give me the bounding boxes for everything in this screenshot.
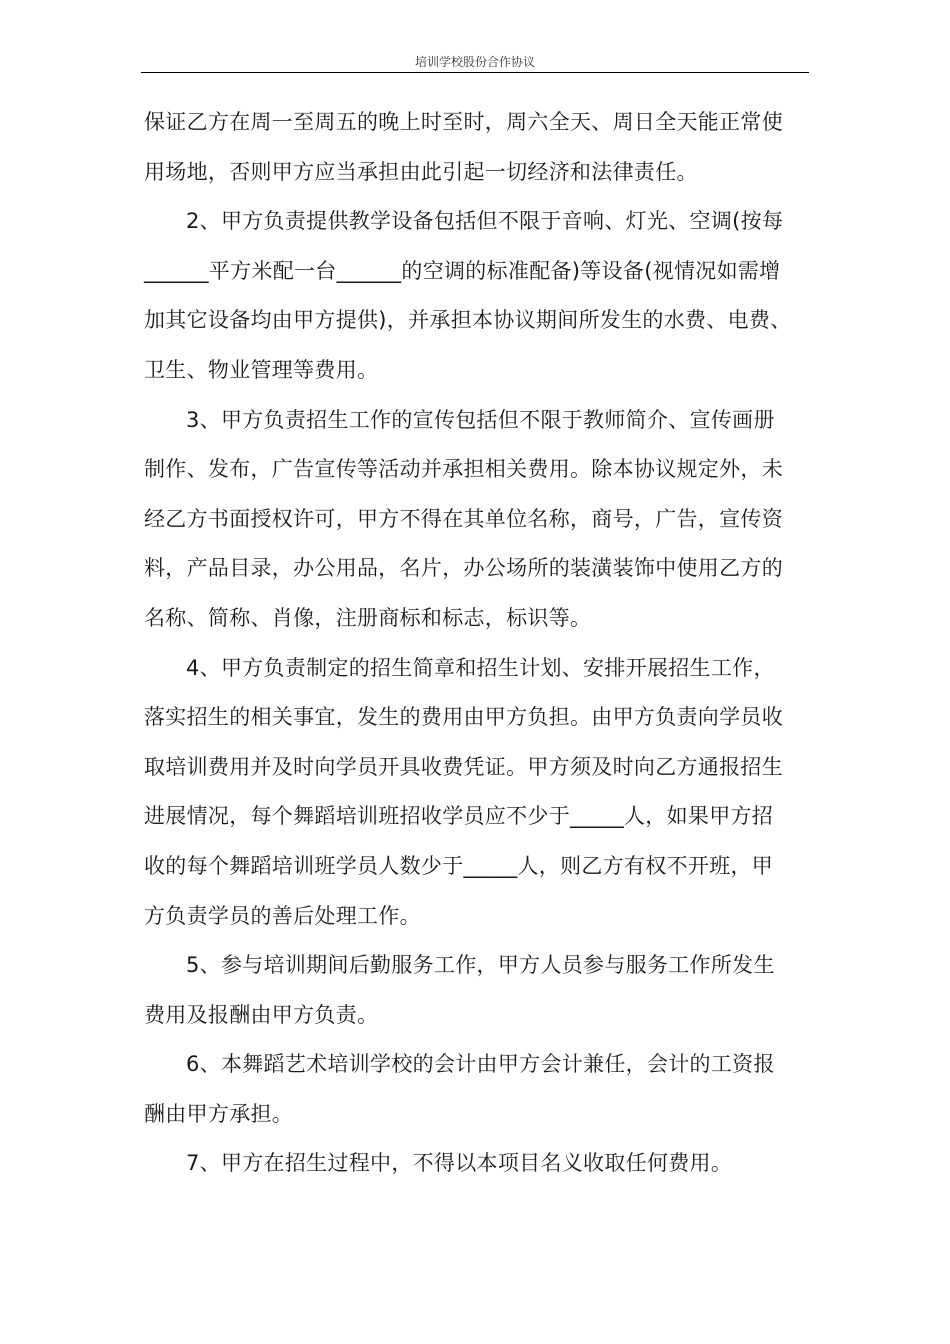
text-line: 用场地，否则甲方应当承担由此引起一切经济和法律责任。 [144, 159, 698, 184]
paragraph-clause-7 [144, 1139, 808, 1189]
text-line: 3、甲方负责招生工作的宣传包括但不限于教师简介、宣传画册 [186, 407, 775, 432]
text-line: 酬由甲方承担。 [144, 1101, 294, 1126]
text-line: 5、参与培训期间后勤服务工作，甲方人员参与服务工作所发生 [186, 953, 775, 978]
text-line: 2、甲方负责提供教学设备包括但不限于音响、灯光、空调(按每 [186, 209, 784, 234]
text-line: 落实招生的相关事宜，发生的费用由甲方负担。由甲方负责向学员收 [144, 705, 783, 730]
text-line: 保证乙方在周一至周五的晚上时至时，周六全天、周日全天能正常使 [144, 110, 783, 134]
paragraph-clause-5 [144, 941, 808, 1040]
paragraph-clause-6 [144, 1040, 808, 1139]
paragraph-clause-4 [144, 644, 808, 942]
running-header: 培训学校股份合作协议 [414, 55, 535, 69]
text-line: 名称、简称、肖像，注册商标和标志，标识等。 [144, 605, 592, 630]
text-line: 经乙方书面授权许可，甲方不得在其单位名称，商号，广告，宣传资 [144, 506, 783, 531]
paragraph-continuation [144, 98, 808, 197]
text-line: ______平方米配一台______的空调的标准配备)等设备(视情况如需增 [144, 258, 781, 283]
text-line: 卫生、物业管理等费用。 [144, 357, 379, 382]
paragraph-clause-2 [144, 197, 808, 395]
text-line: 7、甲方在招生过程中，不得以本项目名义收取任何费用。 [186, 1151, 733, 1176]
text-line: 取培训费用并及时向学员开具收费凭证。甲方须及时向乙方通报招生 [144, 754, 783, 779]
text-line: 进展情况，每个舞蹈培训班招收学员应不少于_____人，如果甲方招 [144, 804, 774, 829]
document-body [144, 98, 808, 1189]
text-line: 6、本舞蹈艺术培训学校的会计由甲方会计兼任，会计的工资报 [186, 1052, 775, 1077]
text-line: 方负责学员的善后处理工作。 [144, 903, 421, 928]
text-line: 制作、发布，广告宣传等活动并承担相关费用。除本协议规定外，未 [144, 457, 783, 482]
paragraph-clause-3 [144, 396, 808, 644]
text-line: 料，产品目录，办公用品，名片，办公场所的装潢装饰中使用乙方的 [144, 556, 783, 581]
text-line: 加其它设备均由甲方提供)，并承担本协议期间所发生的水费、电费、 [144, 308, 792, 333]
text-line: 收的每个舞蹈培训班学员人数少于_____人，则乙方有权不开班，甲 [144, 853, 774, 878]
text-line: 费用及报酬由甲方负责。 [144, 1002, 379, 1027]
text-line: 4、甲方负责制定的招生简章和招生计划、安排开展招生工作， [186, 655, 775, 680]
header-divider [141, 72, 809, 73]
